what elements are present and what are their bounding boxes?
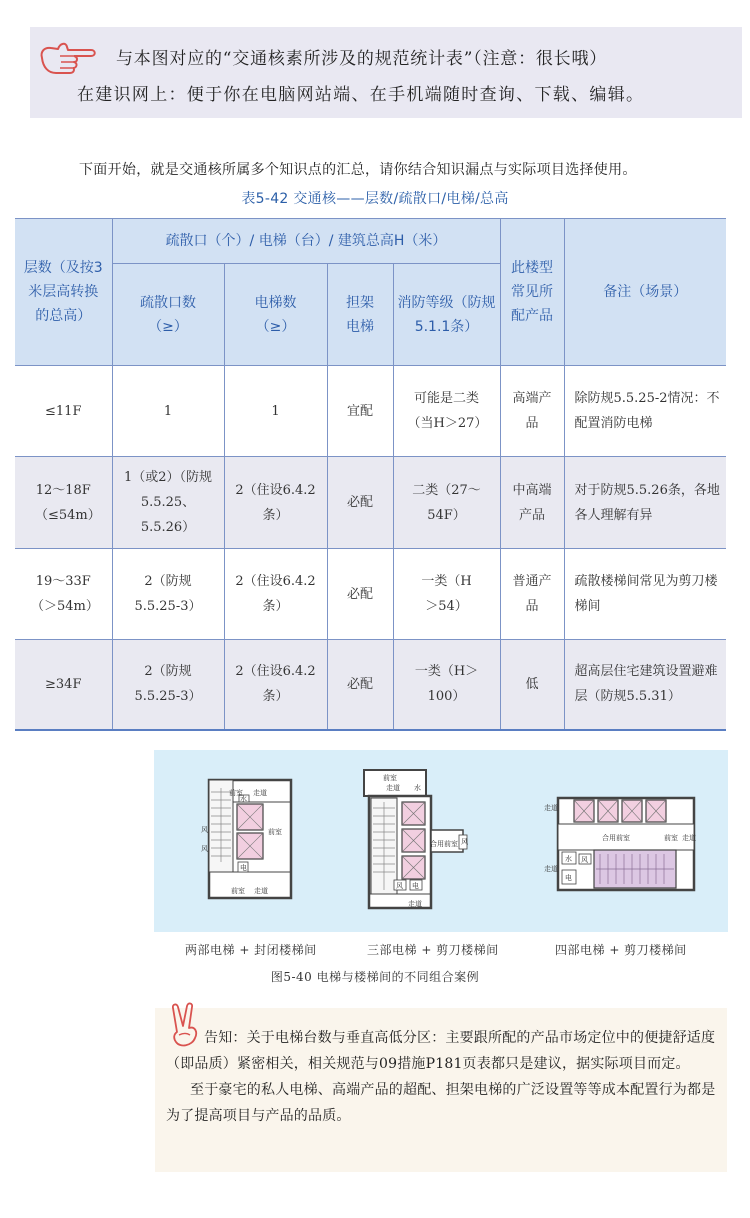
cell-fire-level: 一类（H＞54）	[393, 549, 500, 640]
cell-exits: 1	[112, 366, 224, 457]
cell-product: 中高端产品	[500, 457, 564, 549]
top-note-line2: 在建识网上：便于你在电脑网站端、在手机端随时查询、下载、编辑。	[77, 85, 645, 105]
spec-table	[15, 218, 726, 731]
cell-elevators: 1	[224, 366, 327, 457]
cell-note: 超高层住宅建筑设置避难层（防规5.5.31）	[564, 640, 726, 730]
cell-exits: 2（防规5.5.25-3）	[112, 640, 224, 730]
header-stretcher: 担架电梯	[327, 264, 393, 366]
cell-stretcher: 必配	[327, 640, 393, 730]
label-front-room: 前室	[664, 834, 678, 842]
label-shared-front-room: 合用前室	[430, 840, 458, 848]
cell-note: 疏散楼梯间常见为剪刀楼梯间	[564, 549, 726, 640]
cell-floors: 19～33F（＞54m）	[15, 549, 112, 640]
label-wind: 风	[581, 856, 588, 864]
cell-exits: 1（或2）（防规5.5.25、5.5.26）	[112, 457, 224, 549]
header-note: 备注（场景）	[564, 219, 726, 366]
header-elevators: 电梯数（≥）	[224, 264, 327, 366]
label-corridor: 走道	[682, 834, 696, 842]
label-wind: 风	[201, 845, 208, 853]
cell-fire-level: 一类（H＞100）	[393, 640, 500, 730]
floor-plan-three-elevators	[364, 770, 468, 908]
note-paragraph-1: 告知：关于电梯台数与垂直高低分区：主要跟所配的产品市场定位中的便捷舒适度（即品质）紧密相关，相关规范与09措施P181页表都只是建议，据实际项目而定。	[166, 1030, 716, 1072]
figure-panel	[154, 750, 728, 932]
label-water: 水	[565, 855, 572, 863]
floor-plan-two-elevators	[201, 780, 291, 898]
caption-plan-1: 两部电梯 + 封闭楼梯间	[185, 943, 317, 957]
cell-elevators: 2（住设6.4.2条）	[224, 457, 327, 549]
cell-fire-level: 二类（27～54F）	[393, 457, 500, 549]
header-floors: 层数（及按3米层高转换的总高）	[15, 219, 112, 366]
pointing-hand-icon	[36, 34, 98, 76]
label-wind: 风	[201, 826, 208, 834]
cell-exits: 2（防规5.5.25-3）	[112, 549, 224, 640]
cell-floors: ≤11F	[15, 366, 112, 457]
header-fire-level: 消防等级（防规5.1.1条）	[393, 264, 500, 366]
cell-floors: 12～18F（≤54m）	[15, 457, 112, 549]
cell-product: 普通产品	[500, 549, 564, 640]
label-elec: 电	[565, 874, 572, 882]
cell-product: 低	[500, 640, 564, 730]
label-front-room: 前室	[383, 774, 397, 782]
label-elec: 电	[412, 882, 419, 890]
table-row	[15, 640, 726, 730]
floor-plan-four-elevators	[544, 798, 696, 890]
figure-title: 图5-40 电梯与楼梯间的不同组合案例	[270, 970, 480, 984]
label-corridor: 走道	[386, 784, 400, 792]
note-text	[166, 1025, 722, 1129]
label-corridor: 走道	[253, 789, 267, 797]
table-row	[15, 366, 726, 457]
label-front-room: 前室	[268, 828, 282, 836]
cell-stretcher: 必配	[327, 549, 393, 640]
label-corridor: 走道	[254, 887, 268, 895]
top-note-line1: 与本图对应的“交通核素所涉及的规范统计表”（注意：很长哦）	[116, 49, 608, 69]
label-corridor: 走道	[408, 900, 422, 908]
cell-note: 除防规5.5.25-2情况：不配置消防电梯	[564, 366, 726, 457]
header-product: 此楼型常见所配产品	[500, 219, 564, 366]
caption-plan-2: 三部电梯 + 剪刀楼梯间	[367, 943, 499, 957]
label-elec: 电	[240, 864, 247, 872]
table-title: 表5-42 交通核——层数/疏散口/电梯/总高	[241, 191, 509, 207]
label-front-room: 前室	[229, 789, 243, 797]
intro-text: 下面开始，就是交通核所属多个知识点的汇总，请你结合知识漏点与实际项目选择使用。	[79, 162, 637, 178]
cell-note: 对于防规5.5.26条，各地各人理解有异	[564, 457, 726, 549]
cell-elevators: 2（住设6.4.2条）	[224, 640, 327, 730]
cell-stretcher: 宜配	[327, 366, 393, 457]
label-wind: 风	[461, 838, 468, 846]
cell-floors: ≥34F	[15, 640, 112, 730]
label-water: 水	[414, 784, 421, 792]
label-shared-front-room: 合用前室	[602, 834, 630, 842]
caption-plan-3: 四部电梯 + 剪刀楼梯间	[555, 943, 687, 957]
cell-elevators: 2（住设6.4.2条）	[224, 549, 327, 640]
label-corridor: 走道	[544, 865, 558, 873]
label-water: 水	[240, 795, 247, 803]
label-front-room: 前室	[231, 887, 245, 895]
header-group: 疏散口（个）/ 电梯（台）/ 建筑总高H（米）	[112, 219, 500, 264]
note-paragraph-2: 至于豪宅的私人电梯、高端产品的超配、担架电梯的广泛设置等等成本配置行为都是为了提高项目与产品的品质。	[166, 1082, 716, 1124]
cell-stretcher: 必配	[327, 457, 393, 549]
cell-product: 高端产品	[500, 366, 564, 457]
label-wind: 风	[396, 882, 403, 890]
header-exits: 疏散口数（≥）	[112, 264, 224, 366]
label-corridor: 走道	[544, 804, 558, 812]
table-row	[15, 549, 726, 640]
cell-fire-level: 可能是二类（当H＞27）	[393, 366, 500, 457]
table-row	[15, 457, 726, 549]
